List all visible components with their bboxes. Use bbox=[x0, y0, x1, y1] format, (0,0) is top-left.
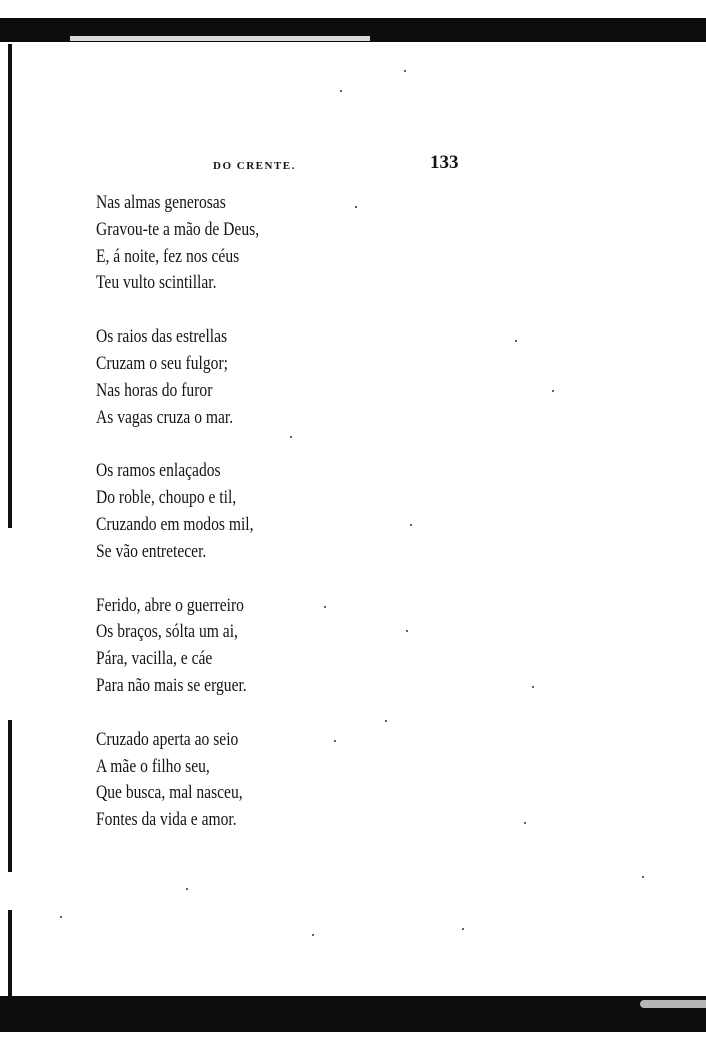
verse-line: A mãe o filho seu, bbox=[96, 755, 210, 777]
print-speck bbox=[462, 928, 464, 930]
scan-border-top-highlight bbox=[70, 36, 370, 41]
verse-line: E, á noite, fez nos céus bbox=[96, 245, 240, 267]
print-speck bbox=[552, 390, 554, 392]
verse-line: Os braços, sólta um ai, bbox=[96, 621, 238, 643]
scan-border-bottom-highlight bbox=[640, 1000, 706, 1008]
verse-line: Nas horas do furor bbox=[96, 379, 213, 401]
print-speck bbox=[532, 686, 534, 688]
scan-edge-left bbox=[8, 910, 12, 996]
print-speck bbox=[186, 888, 188, 890]
stanza bbox=[96, 324, 396, 431]
verse-line: Cruzado aperta ao seio bbox=[96, 728, 239, 750]
print-speck bbox=[524, 822, 526, 824]
verse-line: Os raios das estrellas bbox=[96, 326, 228, 348]
verse-line: Se vão entretecer. bbox=[96, 540, 207, 562]
verse-line: Cruzam o seu fulgor; bbox=[96, 352, 228, 374]
verse-line: Teu vulto scintillar. bbox=[96, 272, 217, 294]
scan-edge-left bbox=[8, 720, 12, 872]
print-speck bbox=[406, 630, 408, 632]
verse-line: As vagas cruza o mar. bbox=[96, 406, 234, 428]
print-speck bbox=[340, 90, 342, 92]
stanza bbox=[96, 727, 396, 834]
verse-line: Os ramos enlaçados bbox=[96, 460, 221, 482]
scan-edge-left bbox=[8, 44, 12, 528]
print-speck bbox=[515, 340, 517, 342]
verse-line: Pára, vacilla, e cáe bbox=[96, 648, 213, 670]
verse-line: Para não mais se erguer. bbox=[96, 674, 247, 696]
verse-line: Ferido, abre o guerreiro bbox=[96, 594, 244, 616]
print-speck bbox=[642, 876, 644, 878]
running-head: DO CRENTE. bbox=[213, 160, 296, 172]
verse-line: Nas almas generosas bbox=[96, 192, 226, 213]
print-speck bbox=[410, 524, 412, 526]
stanza bbox=[96, 458, 396, 565]
verse-line: Do roble, choupo e til, bbox=[96, 487, 237, 509]
print-speck bbox=[60, 916, 62, 918]
poem bbox=[96, 190, 396, 861]
scan-border-bottom bbox=[0, 996, 706, 1032]
print-speck bbox=[312, 934, 314, 936]
verse-line: Gravou-te a mão de Deus, bbox=[96, 218, 260, 240]
stanza bbox=[96, 593, 396, 700]
verse-line: Que busca, mal nasceu, bbox=[96, 782, 243, 804]
page-number: 133 bbox=[430, 152, 459, 173]
verse-line: Cruzando em modos mil, bbox=[96, 513, 254, 535]
verse-line: Fontes da vida e amor. bbox=[96, 809, 237, 831]
print-speck bbox=[404, 70, 406, 72]
stanza bbox=[96, 190, 396, 297]
